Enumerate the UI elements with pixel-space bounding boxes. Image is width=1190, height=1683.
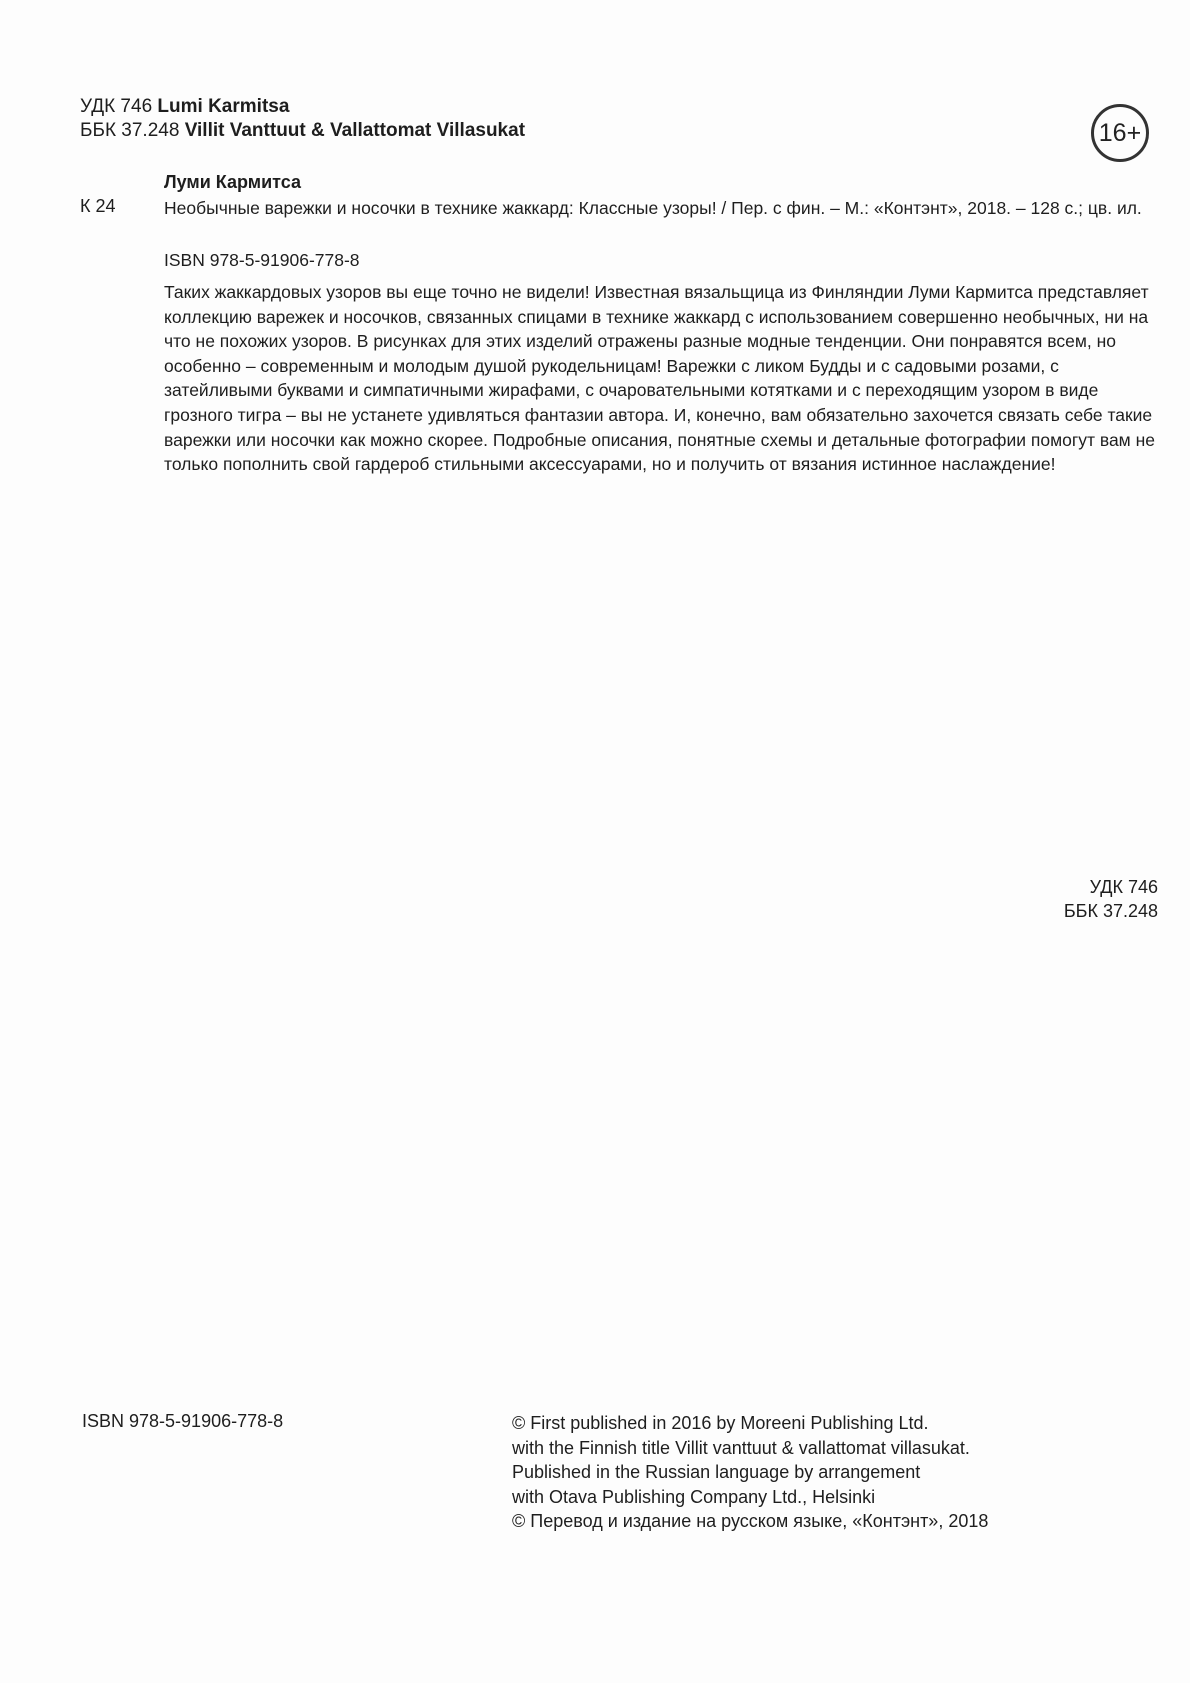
copyright-line: with the Finnish title Villit vanttuut & vallattomat villasukat. <box>512 1437 970 1458</box>
age-rating-badge: 16+ <box>1091 104 1149 162</box>
classification-header <box>80 95 525 143</box>
annotation-text: Таких жаккардовых узоров вы еще точно не видели! Известная вязальщица из Финляндии Луми Кармитса представляет коллекцию варежек и носочков, связанных спицами в технике жаккард с использованием совершенно необычных, ни на что не похожих узоров. В рисунках для этих изделий отражены разные модные тенденции. Они понравятся всем, но особенно – современным и молодым душой рукодельницам! Варежки с ликом Будды и с садовыми розами, с затейливыми буквами и симпатичными жирафами, с очаровательными котятками и с переходящим узором в виде грозного тигра – вы не устанете удивляться фантазии автора. И, конечно, вам обязательно захочется связать себе такие варежки или носочки как можно скорее. Подробные описания, понятные схемы и детальные фотографии помогут вам не только пополнить свой гардероб стильными аксессуарами, но и получить от вязания истинное наслаждение! <box>164 282 1155 475</box>
right-udk: УДК 746 <box>1089 877 1158 897</box>
isbn-bottom: ISBN 978-5-91906-778-8 <box>82 1411 284 1431</box>
copyright-line: with Otava Publishing Company Ltd., Helsinki <box>512 1486 876 1507</box>
bbk-code: ББК 37.248 <box>80 120 180 141</box>
copyright-line: Published in the Russian language by arrangement <box>512 1462 921 1482</box>
copyright-line: © Перевод и издание на русском языке, «Контэнт», 2018 <box>512 1511 989 1531</box>
bibliographic-description: Необычные варежки и носочки в технике жаккард: Классные узоры! / Пер. с фин. – М.: «Контэнт», 2018. – 128 с.; цв. ил. <box>164 198 1142 218</box>
copyright-line: © First published in 2016 by Moreeni Publishing Ltd. <box>512 1413 929 1433</box>
udk-name: Lumi Karmitsa <box>157 96 290 117</box>
bbk-name: Villit Vanttuut & Vallattomat Villasukat <box>184 120 526 141</box>
isbn-top: ISBN 978-5-91906-778-8 <box>164 250 360 270</box>
right-bbk: ББК 37.248 <box>1063 901 1158 921</box>
copyright-block <box>512 1411 988 1534</box>
bbk-line <box>80 119 525 143</box>
right-classification <box>1064 875 1158 923</box>
udk-code: УДК 746 <box>80 96 153 117</box>
udk-line <box>80 95 525 119</box>
author-name: Луми Кармитса <box>164 172 301 192</box>
author-mark: К 24 <box>80 196 116 216</box>
